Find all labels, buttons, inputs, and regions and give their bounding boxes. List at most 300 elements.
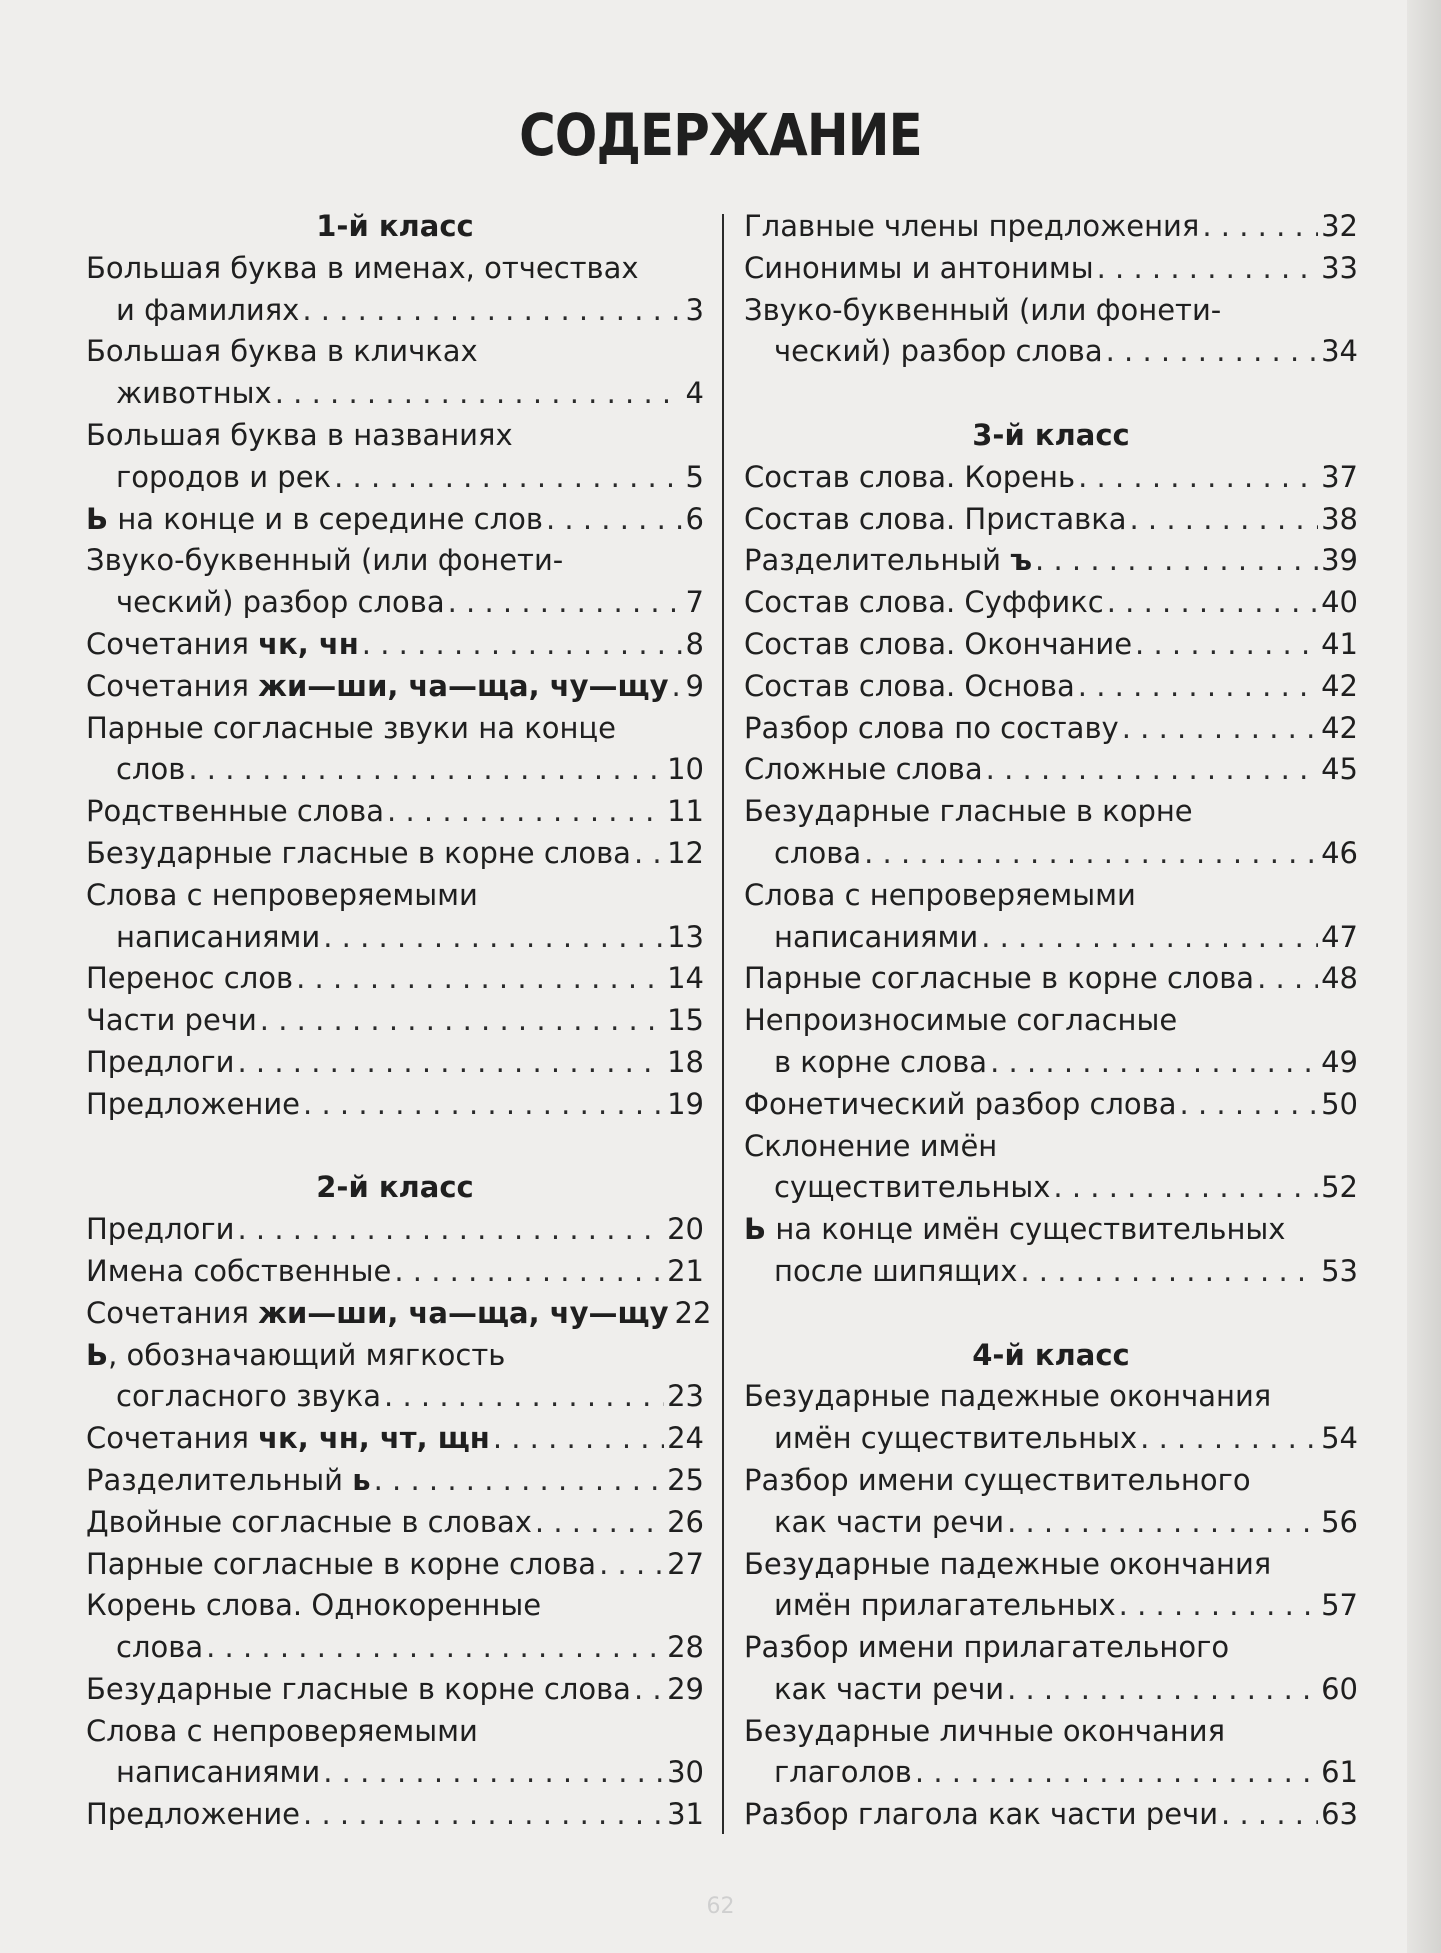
toc-entry[interactable] — [744, 875, 1358, 959]
dot-leader — [334, 457, 682, 499]
page-ref: 19 — [667, 1086, 704, 1121]
toc-entry[interactable] — [744, 1627, 1358, 1711]
dot-leader — [864, 833, 1318, 875]
title-text-bold: Ь — [86, 1337, 109, 1372]
title-text: Большая буква в кличках — [86, 334, 478, 369]
toc-entry[interactable] — [86, 1209, 704, 1251]
toc-entry[interactable] — [744, 1460, 1358, 1544]
toc-entry-line — [86, 540, 704, 582]
toc-entry-line — [86, 958, 704, 1000]
page-ref: 32 — [1321, 209, 1358, 243]
toc-entry[interactable] — [86, 1335, 704, 1419]
toc-entry-line — [744, 708, 1358, 750]
title-text: Безударные личные окончания — [744, 1713, 1226, 1748]
page-ref: 3 — [685, 292, 704, 327]
dot-leader — [634, 833, 664, 875]
page-ref: 48 — [1321, 961, 1358, 996]
page-ref: 40 — [1321, 585, 1358, 620]
toc-entry-title — [744, 1794, 1218, 1836]
toc-entry[interactable] — [86, 875, 704, 959]
dot-leader — [1107, 582, 1318, 624]
title-text: Предложение — [86, 1086, 301, 1121]
dot-leader — [260, 1000, 664, 1042]
toc-entry-line — [744, 248, 1358, 290]
page-edge — [1407, 0, 1441, 1953]
page-ref: 34 — [1321, 334, 1358, 369]
title-text: имён прилагательных — [774, 1588, 1116, 1623]
toc-entry-line — [744, 624, 1358, 666]
page-ref: 38 — [1321, 501, 1358, 536]
toc-entry-line — [86, 1794, 704, 1836]
dot-leader — [990, 1042, 1318, 1084]
dot-leader — [448, 582, 683, 624]
dot-leader — [302, 290, 682, 332]
toc-entry[interactable] — [86, 1042, 704, 1084]
dot-leader — [1135, 624, 1318, 666]
page-ref: 54 — [1321, 1421, 1358, 1456]
title-text: согласного звука — [116, 1379, 382, 1414]
title-text: Парные согласные в корне слова — [744, 961, 1255, 996]
toc-entry-line — [86, 791, 704, 833]
toc-entry-title — [86, 1293, 669, 1335]
page-ref: 15 — [667, 1003, 704, 1038]
title-text: Разбор имени существительного — [744, 1462, 1251, 1497]
toc-column-right — [744, 206, 1358, 1836]
dot-leader — [1035, 540, 1318, 582]
page-ref: 46 — [1321, 835, 1358, 870]
dot-leader — [535, 1502, 664, 1544]
toc-entry[interactable] — [744, 666, 1358, 708]
title-text: Парные согласные в корне слова — [86, 1546, 597, 1581]
toc-entry-line — [86, 1711, 704, 1753]
toc-entry-line — [744, 1794, 1358, 1836]
page-ref: 22 — [674, 1295, 712, 1330]
toc-entry-title — [744, 1627, 1229, 1669]
toc-entry[interactable] — [86, 833, 704, 875]
toc-entry-line — [86, 499, 704, 541]
toc-entry-line — [744, 1251, 1358, 1293]
page-ref: 61 — [1321, 1755, 1358, 1790]
toc-entry-title — [116, 917, 320, 959]
toc-entry-line — [744, 457, 1358, 499]
toc-entry-line — [744, 1585, 1358, 1627]
toc-entry-line — [744, 958, 1358, 1000]
title-text-bold: Ь — [86, 501, 109, 536]
page-ref: 13 — [667, 919, 704, 954]
page-ref: 28 — [667, 1630, 704, 1665]
title-text: Родственные слова — [86, 794, 385, 829]
toc-entry-line — [86, 1669, 704, 1711]
dot-leader — [374, 1460, 665, 1502]
toc-entry-line — [744, 833, 1358, 875]
toc-entry[interactable] — [86, 1251, 704, 1293]
toc-column-left — [86, 206, 712, 1836]
title-text: Корень слова. Однокоренные — [86, 1588, 542, 1623]
toc-entry-line — [744, 1000, 1358, 1042]
section-spacer — [744, 1293, 1358, 1335]
toc-entry[interactable] — [86, 1460, 704, 1502]
dot-leader — [303, 1084, 664, 1126]
dot-leader — [599, 1544, 664, 1586]
toc-entry-line — [744, 1460, 1358, 1502]
dot-leader — [1122, 708, 1318, 750]
page-ref: 23 — [667, 1379, 704, 1414]
dot-leader — [1119, 1585, 1318, 1627]
toc-entry[interactable] — [86, 1293, 712, 1335]
dot-leader — [237, 1209, 664, 1251]
toc-entry-title — [86, 1000, 257, 1042]
toc-entry-title — [744, 499, 1126, 541]
title-text: городов и рек — [116, 459, 332, 494]
toc-entry[interactable] — [86, 540, 704, 624]
toc-entry-line — [86, 666, 704, 708]
toc-entry-title — [116, 1752, 320, 1794]
title-text: Склонение имён — [744, 1128, 998, 1163]
title-text: в корне слова — [774, 1044, 988, 1079]
toc-entry[interactable] — [86, 1669, 704, 1711]
page-ref: 30 — [667, 1755, 704, 1790]
toc-entry-line — [744, 1209, 1358, 1251]
toc-entry[interactable] — [744, 1084, 1358, 1126]
page-title: СОДЕРЖАНИЕ — [519, 101, 922, 169]
toc-entry[interactable] — [744, 749, 1358, 791]
page-ref: 33 — [1321, 250, 1358, 285]
toc-entry[interactable] — [86, 958, 704, 1000]
toc-entry[interactable] — [744, 499, 1358, 541]
page-ref: 6 — [685, 501, 704, 536]
toc-entry-title — [744, 290, 1221, 332]
section-spacer — [744, 373, 1358, 415]
title-text: Состав слова. Корень — [744, 459, 1076, 494]
toc-entry[interactable] — [86, 1502, 704, 1544]
toc-entry[interactable] — [86, 1544, 704, 1586]
title-text: Безударные гласные в корне — [744, 794, 1193, 829]
toc-entry[interactable] — [744, 540, 1358, 582]
toc-entry-line — [86, 1544, 704, 1586]
page-ref: 41 — [1321, 626, 1358, 661]
toc-entry[interactable] — [744, 248, 1358, 290]
toc-entry-line — [744, 917, 1358, 959]
title-text: имён существительных — [774, 1421, 1138, 1456]
toc-entry[interactable] — [744, 457, 1358, 499]
toc-entry-title — [86, 624, 359, 666]
toc-entry-line — [744, 331, 1358, 373]
toc-entry-line — [86, 708, 704, 750]
dot-leader — [493, 1418, 664, 1460]
toc-entry-line — [744, 1126, 1358, 1168]
page-ref: 29 — [667, 1671, 704, 1706]
title-text: Слова с непроверяемыми — [86, 877, 478, 912]
toc-entry[interactable] — [744, 1544, 1358, 1628]
toc-entry-line — [744, 666, 1358, 708]
toc-entry[interactable] — [86, 791, 704, 833]
toc-entry-title — [86, 248, 639, 290]
toc-entry-title — [744, 624, 1132, 666]
toc-entry-line — [744, 290, 1358, 332]
toc-entry-line — [86, 1460, 704, 1502]
toc-entry[interactable] — [86, 1794, 704, 1836]
toc-entry-line — [86, 457, 704, 499]
toc-entry-title — [116, 457, 331, 499]
page-ref: 57 — [1321, 1588, 1358, 1623]
toc-entry-title — [116, 290, 299, 332]
dot-leader — [546, 499, 683, 541]
dot-leader — [323, 917, 664, 959]
toc-entry[interactable] — [86, 1585, 704, 1669]
title-text: слова — [774, 835, 862, 870]
toc-entry[interactable] — [744, 1711, 1358, 1795]
title-text: Разделительный — [744, 543, 1011, 578]
title-text-bold: ь — [352, 1462, 371, 1497]
title-text: Двойные согласные в словах — [86, 1504, 532, 1539]
toc-entry-title — [744, 1000, 1177, 1042]
title-text-bold: жи—ши, ча—ща, чу—щу — [258, 1295, 669, 1330]
title-text: , обозначающий мягкость — [108, 1337, 506, 1372]
page-ref: 60 — [1321, 1671, 1358, 1706]
page-ref: 8 — [685, 626, 704, 661]
section-heading: 1-й класс — [316, 209, 474, 243]
title-text: Сочетания — [86, 1421, 259, 1456]
toc-entry-title — [86, 1042, 234, 1084]
page-ref: 56 — [1321, 1504, 1358, 1539]
section-heading: 4-й класс — [972, 1337, 1130, 1372]
toc-entry-title — [774, 1585, 1116, 1627]
title-text: Предлоги — [86, 1044, 235, 1079]
dot-leader — [188, 749, 664, 791]
toc-entry-line — [744, 1084, 1358, 1126]
title-text: Слова с непроверяемыми — [86, 1713, 478, 1748]
dot-leader — [296, 958, 664, 1000]
page-ref: 26 — [667, 1504, 704, 1539]
toc-entry-title — [774, 917, 978, 959]
toc-entry-title — [774, 1752, 912, 1794]
toc-entry-line — [744, 582, 1358, 624]
title-text: Разбор имени прилагательного — [744, 1630, 1230, 1665]
toc-entry-line — [744, 875, 1358, 917]
toc-entry-title — [86, 1544, 596, 1586]
title-text: Безударные падежные окончания — [744, 1379, 1272, 1414]
toc-entry[interactable] — [86, 1000, 704, 1042]
toc-entry-title — [744, 206, 1199, 248]
toc-entry-line — [86, 290, 704, 332]
title-text: на конце и в середине слов — [108, 501, 543, 536]
toc-entry[interactable] — [744, 1209, 1358, 1293]
title-text: как части речи — [774, 1671, 1005, 1706]
title-text: существительных — [774, 1170, 1051, 1205]
toc-entry-title — [86, 1251, 391, 1293]
toc-entry[interactable] — [744, 290, 1358, 374]
toc-entry-line — [744, 1669, 1358, 1711]
title-text: и фамилиях — [116, 292, 300, 327]
toc-entry-line — [744, 1711, 1358, 1753]
toc-entry-title — [86, 833, 631, 875]
title-text: Разбор глагола как части речи — [744, 1797, 1219, 1832]
toc-entry-title — [86, 415, 513, 457]
toc-entry-title — [744, 1711, 1225, 1753]
title-text: Сложные слова — [744, 752, 983, 787]
section-heading: 3-й класс — [972, 417, 1130, 452]
toc-entry-line — [86, 624, 704, 666]
toc-entry-line — [86, 833, 704, 875]
dot-leader — [1202, 206, 1318, 248]
page-ref: 12 — [667, 835, 704, 870]
toc-entry-line — [86, 875, 704, 917]
toc-entry[interactable] — [86, 624, 704, 666]
page-ref: 27 — [667, 1546, 704, 1581]
toc-entry[interactable] — [86, 1418, 704, 1460]
toc-entry-title — [744, 540, 1032, 582]
page-ref: 24 — [667, 1421, 704, 1456]
page-ref: 11 — [667, 794, 704, 829]
toc-entry-line — [744, 540, 1358, 582]
toc-entry-line — [744, 1502, 1358, 1544]
toc-entry-title — [774, 1042, 987, 1084]
title-text: ческий) разбор слова — [116, 585, 445, 620]
title-text: Парные согласные звуки на конце — [86, 710, 617, 745]
toc-entry[interactable] — [86, 415, 704, 499]
title-text: глаголов — [774, 1755, 912, 1790]
toc-entry[interactable] — [744, 582, 1358, 624]
toc-entry-title — [86, 958, 293, 1000]
toc-entry-line — [86, 331, 704, 373]
title-text: Сочетания — [86, 626, 259, 661]
title-text: Звуко-буквенный (или фонети- — [744, 292, 1222, 327]
toc-entry-title — [86, 1418, 490, 1460]
toc-entry[interactable] — [744, 1000, 1358, 1084]
toc-entry[interactable] — [744, 1376, 1358, 1460]
title-text: слова — [116, 1630, 204, 1665]
toc-entry[interactable] — [744, 958, 1358, 1000]
toc-entry[interactable] — [86, 1711, 704, 1795]
toc-entry-line — [744, 499, 1358, 541]
page-ref: 31 — [667, 1797, 704, 1832]
toc-entry-title — [744, 248, 1094, 290]
toc-entry-line — [86, 1251, 704, 1293]
dot-leader — [1097, 248, 1318, 290]
toc-entry-title — [744, 1126, 997, 1168]
toc-entry-line — [744, 791, 1358, 833]
page-ref: 47 — [1321, 919, 1358, 954]
toc-entry-line — [86, 1335, 704, 1377]
toc-entry-title — [744, 791, 1193, 833]
title-text: ческий) разбор слова — [774, 334, 1103, 369]
toc-entry-title — [744, 749, 983, 791]
toc-entry-title — [774, 1502, 1004, 1544]
toc-entry[interactable] — [744, 624, 1358, 666]
title-text: Главные члены предложения — [744, 209, 1200, 243]
toc-entry-title — [86, 791, 384, 833]
dot-leader — [981, 917, 1318, 959]
toc-entry[interactable] — [86, 499, 704, 541]
dot-leader — [1129, 499, 1318, 541]
page-ref: 10 — [667, 752, 704, 787]
toc-entry[interactable] — [86, 666, 704, 708]
toc-entry-line — [744, 1418, 1358, 1460]
toc-entry-line — [86, 1042, 704, 1084]
title-text: Состав слова. Приставка — [744, 501, 1127, 536]
toc-entry-title — [86, 1669, 631, 1711]
toc-entry[interactable] — [744, 206, 1358, 248]
title-text: Состав слова. Основа — [744, 668, 1075, 703]
title-text: Перенос слов — [86, 961, 294, 996]
page-ref: 7 — [685, 585, 704, 620]
toc-entry-line — [86, 749, 704, 791]
toc-entry-title — [744, 1460, 1251, 1502]
page-ref: 37 — [1321, 459, 1358, 494]
title-text: написаниями — [116, 1755, 321, 1790]
page-ref: 50 — [1321, 1086, 1358, 1121]
dot-leader — [394, 1251, 664, 1293]
toc-entry-line — [744, 1544, 1358, 1586]
title-text: Части речи — [86, 1003, 257, 1038]
title-text: Разделительный — [86, 1462, 353, 1497]
toc-entry[interactable] — [86, 248, 704, 332]
page-ref: 52 — [1321, 1170, 1358, 1205]
page-ref: 49 — [1321, 1044, 1358, 1079]
toc-entry[interactable] — [744, 1794, 1358, 1836]
title-text: написаниями — [116, 919, 321, 954]
dot-leader — [323, 1752, 664, 1794]
page-ref: 14 — [667, 961, 704, 996]
toc-entry-line — [86, 1585, 704, 1627]
title-text: Безударные падежные окончания — [744, 1546, 1272, 1581]
toc-entry-line — [86, 1000, 704, 1042]
title-text: Фонетический разбор слова — [744, 1086, 1177, 1121]
toc-entry[interactable] — [86, 708, 704, 792]
dot-leader — [1140, 1418, 1318, 1460]
toc-entry[interactable] — [744, 1126, 1358, 1210]
toc-entry-title — [116, 749, 185, 791]
toc-entry-title — [774, 833, 861, 875]
title-text: как части речи — [774, 1504, 1005, 1539]
dot-leader — [387, 791, 664, 833]
toc-entry-title — [744, 1084, 1177, 1126]
title-text: Звуко-буквенный (или фонети- — [86, 543, 564, 578]
toc-entry-line — [86, 582, 704, 624]
toc-entry[interactable] — [86, 331, 704, 415]
toc-entry-line — [86, 1209, 704, 1251]
toc-entry[interactable] — [744, 791, 1358, 875]
dot-leader — [237, 1042, 664, 1084]
toc-entry-title — [86, 875, 478, 917]
column-divider — [722, 214, 724, 1834]
toc-entry-title — [86, 666, 669, 708]
dot-leader — [634, 1669, 664, 1711]
title-text: после шипящих — [774, 1253, 1018, 1288]
page-ref: 39 — [1321, 543, 1358, 578]
page-ref: 25 — [667, 1462, 704, 1497]
toc-entry-line — [744, 1752, 1358, 1794]
page-ref: 18 — [667, 1044, 704, 1079]
toc-entry-line — [86, 415, 704, 457]
title-text: Безударные гласные в корне слова — [86, 1671, 631, 1706]
dot-leader — [986, 749, 1318, 791]
title-text: Большая буква в названиях — [86, 417, 513, 452]
toc-entry-title — [744, 582, 1104, 624]
page-number: 62 — [706, 1894, 735, 1919]
title-text: Разбор слова по составу — [744, 710, 1119, 745]
page-ref: 45 — [1321, 752, 1358, 787]
title-text: Слова с непроверяемыми — [744, 877, 1136, 912]
toc-entry-line — [86, 1752, 704, 1794]
page-ref: 42 — [1321, 668, 1358, 703]
dot-leader — [915, 1752, 1318, 1794]
dot-leader — [1221, 1794, 1318, 1836]
title-text: Синонимы и антонимы — [744, 250, 1094, 285]
dot-leader — [303, 1794, 664, 1836]
toc-entry[interactable] — [744, 708, 1358, 750]
toc-entry[interactable] — [86, 1084, 704, 1126]
